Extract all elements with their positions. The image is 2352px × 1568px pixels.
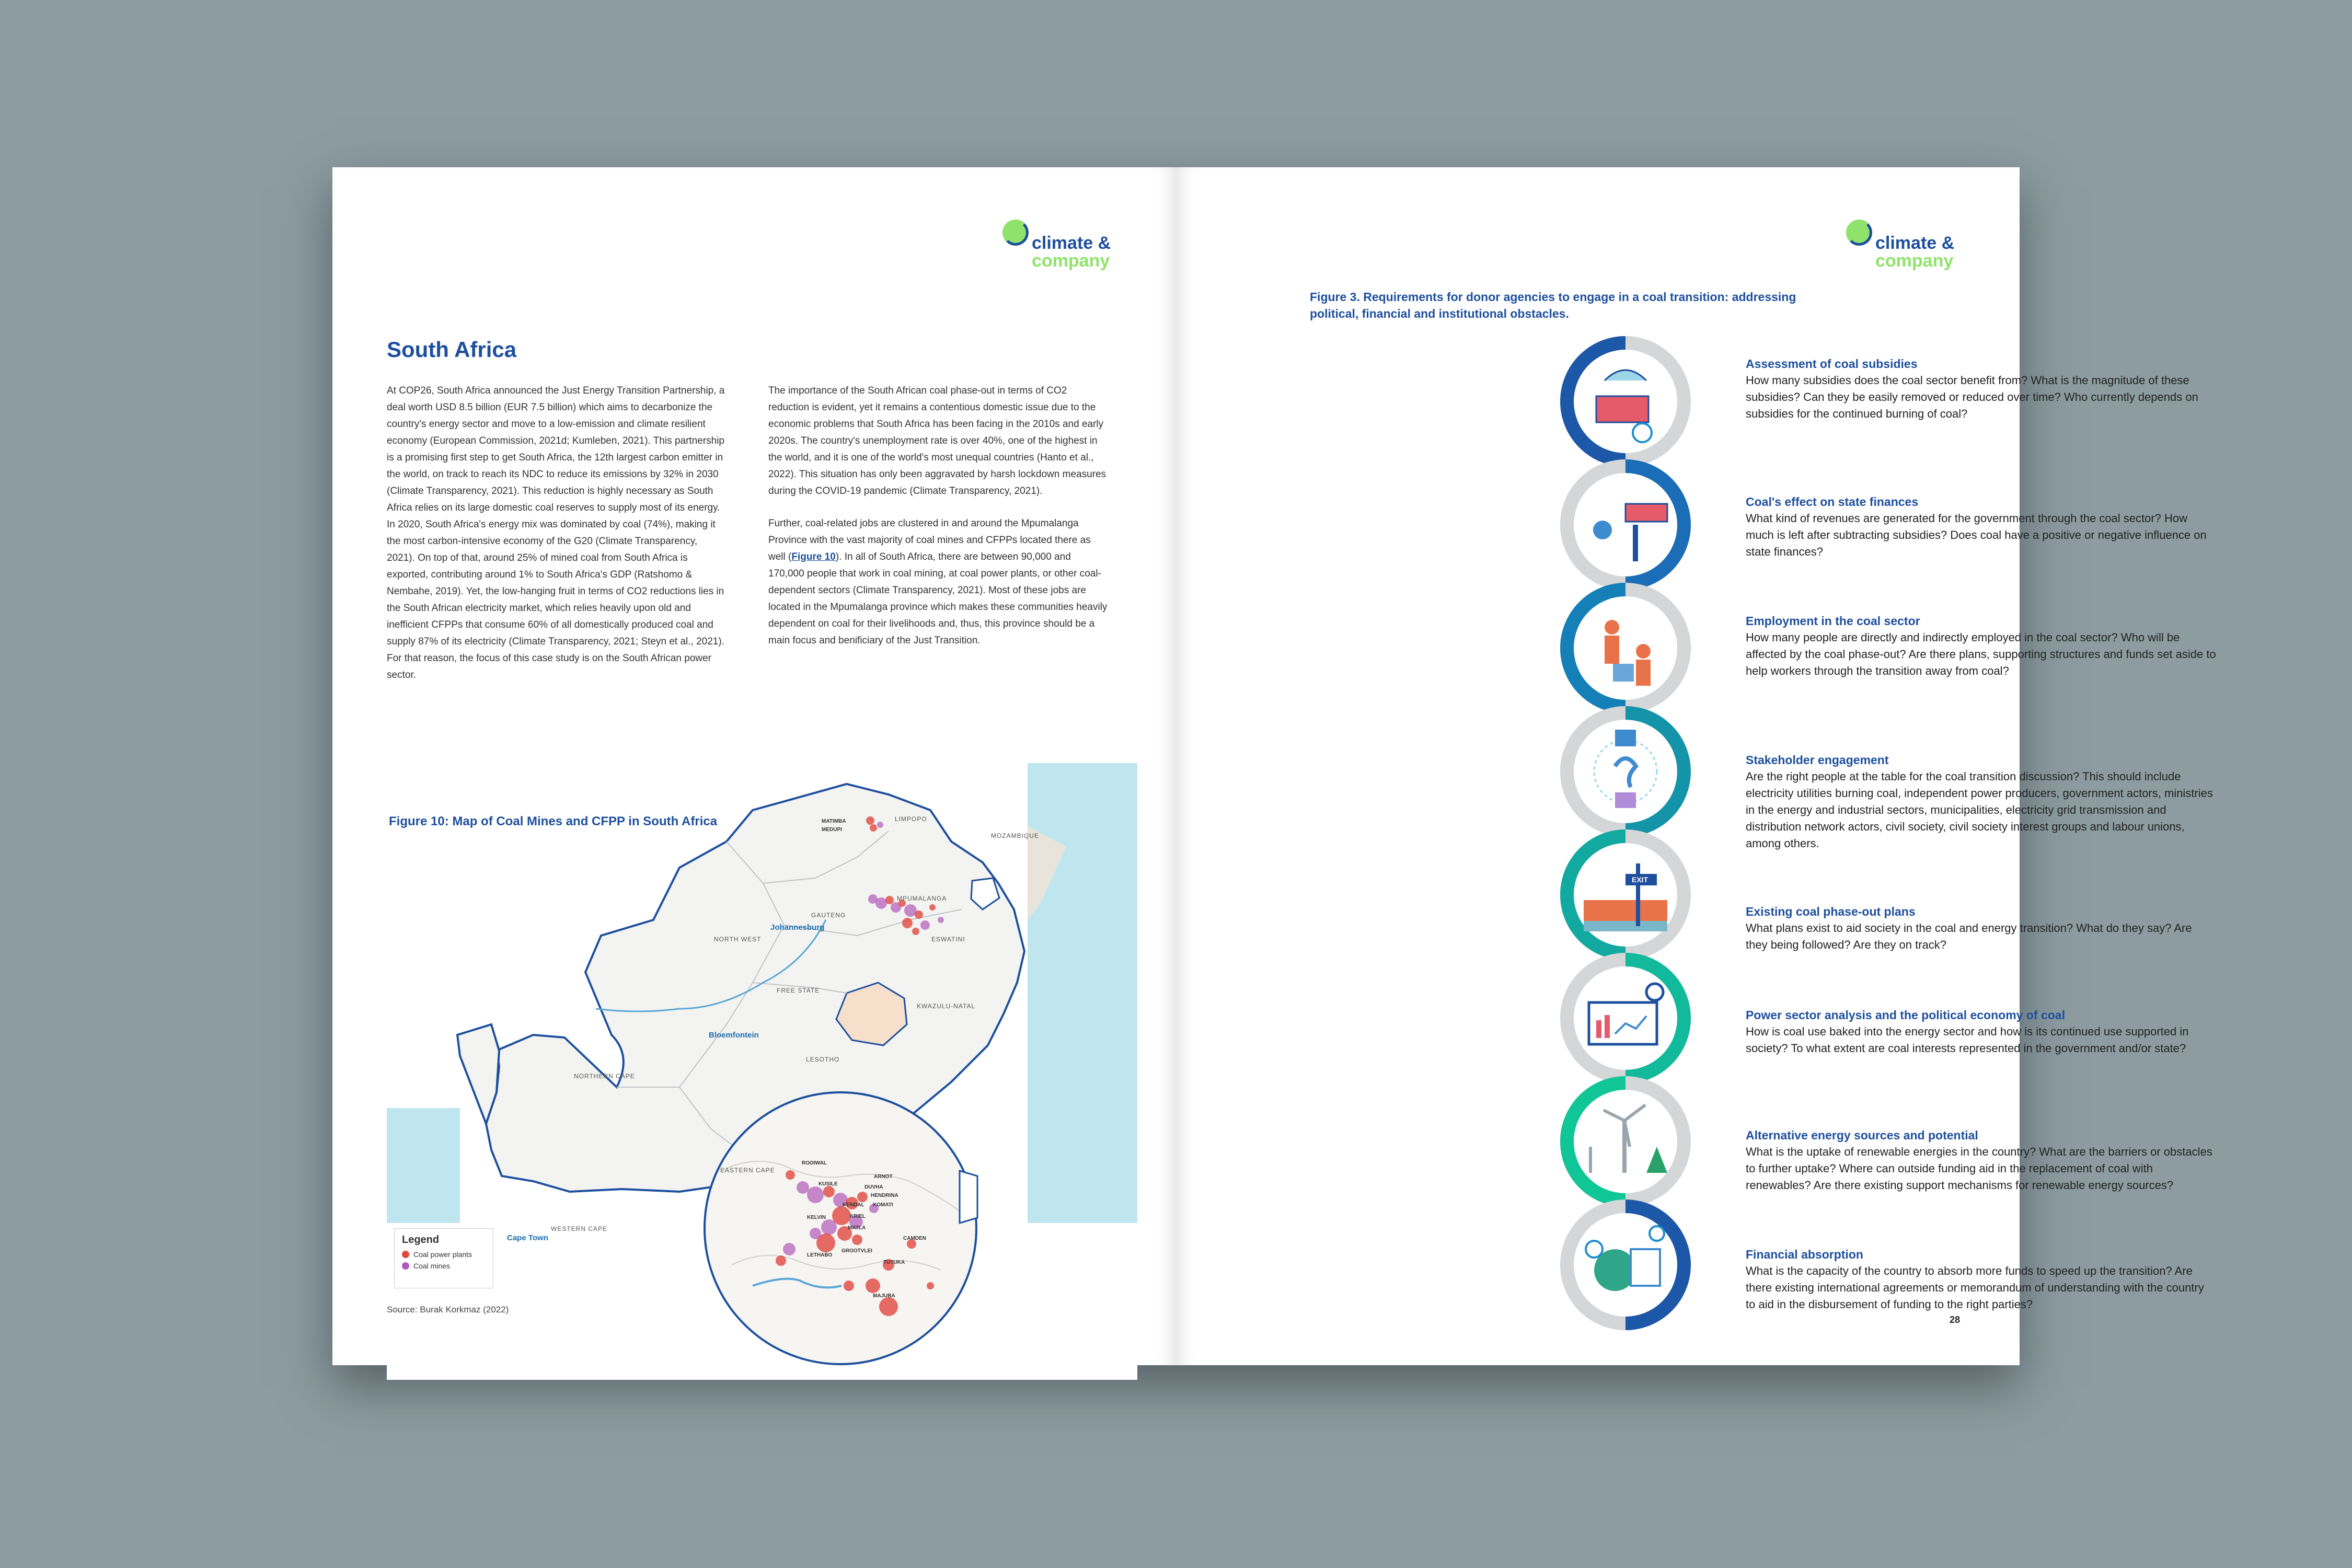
requirement-item	[1746, 355, 2216, 422]
label-bloemfontein: Bloemfontein	[709, 1031, 759, 1040]
label-mozambique: MOZAMBIQUE	[991, 832, 1040, 839]
legend-label: Coal mines	[413, 1262, 451, 1270]
label-lesotho: LESOTHO	[806, 1056, 840, 1063]
requirement-title: Existing coal phase-out plans	[1746, 905, 1916, 918]
label-duvha: DUVHA	[864, 1184, 883, 1190]
requirement-item	[1746, 493, 2216, 560]
label-cape-town: Cape Town	[507, 1233, 548, 1242]
map-source: Source: Burak Korkmaz (2022)	[387, 1305, 509, 1315]
figure-10-link[interactable]: Figure 10	[791, 551, 836, 562]
label-eswatini: ESWATINI	[931, 936, 965, 943]
climate-company-logo	[1846, 220, 1966, 277]
map-legend	[394, 1228, 493, 1288]
ocean-west	[387, 1108, 460, 1223]
power-plant-swatch-icon	[402, 1251, 409, 1258]
paragraph-part: ). In all of South Africa, there are between 90,000 and 170,000 people that work in coal mining, at coal power plants, or other coal-dependent sectors (Climate Transparency, 2021). Most of these jobs are located in the Mpumalanga province which makes these communities heavily dependent on coal for their livelihoods and, thus, this province should be a main focus and benificiary of the Just Transition.	[768, 551, 1108, 646]
label-komati: KOMATI	[873, 1202, 893, 1208]
requirement-title: Coal's effect on state finances	[1746, 495, 1919, 509]
requirement-title: Assessment of coal subsidies	[1746, 357, 1918, 371]
logo-line-2: company	[1875, 251, 1954, 271]
label-free-state: FREE STATE	[777, 987, 820, 994]
illustration-disc	[1577, 600, 1674, 696]
ocean-east	[1028, 763, 1137, 1223]
requirement-text: What is the uptake of renewable energies in the country? What are the barriers or obstacles to further uptake? Where can outside funding aid in the replacement of coal with renewables? Are there existing support mechanisms for renewable energy sources?	[1746, 1145, 2212, 1192]
left-page	[332, 167, 1176, 1365]
label-johannesburg: Johannesburg	[770, 923, 825, 932]
requirement-title: Financial absorption	[1746, 1248, 1863, 1261]
label-matimba: MATIMBA	[822, 818, 846, 824]
logo-circle-icon	[1002, 220, 1029, 246]
logo-line-2: company	[1032, 251, 1110, 271]
climate-company-logo	[1002, 220, 1123, 277]
requirement-item	[1746, 903, 2216, 953]
paragraph: At COP26, South Africa announced the Just Energy Transition Partnership, a deal worth USD 8.5 billion (EUR 7.5 billion) which aims to decarbonize the country's energy sector and move to a low-emission and climate resilient economy (European Commission, 2021d; Kumleben, 2021). This partnership is a promising first step to get South Africa, the 12th largest carbon emitter in the world, on track to reach its NDC to reduce its emissions by 32% in 2030 (Climate Transparency, 2021). This reduction is highly necessary as South Africa relies on its large domestic coal reserves to supply most of its energy. In 2020, South Africa's energy mix was dominated by coal (74%), making it the most carbon-intensive economy of the G20 (Climate Transparency, 2021). On top of that, around 25% of mined coal from South Africa is exported, contributing around 1% to South Africa's GDP (Ratshomo & Nembahe, 2019). Yet, the low-hanging fruit in terms of CO2 reductions lies in the South African electricity market, which relies heavily upon old and inefficient CFPPs that consume 60% of all domestically produced coal and supply 87% of its electricity (Climate Transparency, 2021; Steyn et al., 2021). For that reason, the focus of this case study is on the South African power sector.	[387, 385, 725, 681]
label-north-west: NORTH WEST	[714, 936, 762, 943]
label-kusile: KUSILE	[818, 1181, 838, 1187]
requirement-text: How many subsidies does the coal sector benefit from? What is the magnitude of these subsidies? Can they be easily removed or reduced over time? Who currently depends on subsidies for the continued burning of coal?	[1746, 374, 2198, 420]
label-northern-cape: NORTHERN CAPE	[574, 1073, 635, 1080]
legend-title: Legend	[402, 1234, 440, 1246]
coal-mine-swatch-icon	[402, 1262, 409, 1270]
inset-eswatini	[960, 1171, 977, 1223]
label-gauteng: GAUTENG	[811, 912, 846, 919]
requirement-title: Employment in the coal sector	[1746, 614, 1920, 628]
label-kendal: KENDAL	[843, 1202, 864, 1208]
label-kwazulu-natal: KWAZULU-NATAL	[917, 1002, 976, 1010]
label-hendrina: HENDRINA	[871, 1193, 898, 1198]
requirement-text: What plans exist to aid society in the coal and energy transition? What do they say? Are they being followed? Are they on track?	[1746, 921, 2192, 951]
requirement-text: What is the capacity of the country to absorb more funds to speed up the transition? Are there existing international agreements or memorandum of understanding with the country to aid in the disbursement of funding to the right parties?	[1746, 1264, 2204, 1311]
label-kelvin: KELVIN	[807, 1215, 826, 1220]
paragraph-part: Further, coal-related jobs are clustered in and around the Mpumalanga Province with the vast majority of coal mines and CFPPs located there as well (	[768, 518, 1091, 562]
section-title: South Africa	[387, 337, 517, 362]
south-africa-map	[387, 763, 1137, 1380]
label-rooiwal: ROOIWAL	[802, 1160, 827, 1166]
label-majuba: MAJUBA	[873, 1293, 895, 1299]
label-matla: MATLA	[848, 1225, 866, 1231]
requirement-title: Power sector analysis and the political economy of coal	[1746, 1008, 2065, 1022]
svg-text:EXIT: EXIT	[1632, 875, 1648, 884]
label-grootvlei: GROOTVLEI	[841, 1248, 872, 1254]
book-spread	[332, 167, 2216, 1365]
requirement-text: How is coal use baked into the energy sector and how is its continued use supported in society? To what extent are coal interests represented in the government and/or state?	[1746, 1025, 2189, 1055]
figure-10-title: Figure 10: Map of Coal Mines and CFPP in South Africa	[389, 814, 718, 828]
logo-circle-icon	[1846, 220, 1872, 246]
requirement-item	[1746, 1007, 2216, 1057]
label-mpumalanga: MPUMALANGA	[897, 895, 947, 902]
paragraph	[768, 515, 1108, 649]
requirement-title: Alternative energy sources and potential	[1746, 1128, 1978, 1142]
logo-line-1: climate &	[1875, 233, 1955, 253]
label-medupi: MEDUPI	[822, 827, 842, 833]
label-western-cape: WESTERN CAPE	[551, 1225, 608, 1232]
page-number: 28	[1950, 1315, 1961, 1325]
legend-label: Coal power plants	[413, 1250, 472, 1259]
label-camden: CAMDEN	[903, 1236, 926, 1241]
requirement-title: Stakeholder engagement	[1746, 753, 1889, 767]
label-kriel: KRIEL	[850, 1214, 866, 1219]
figure-3-title: Figure 3. Requirements for donor agencies to engage in a coal transition: addressing political, financial and institutional obstacles.	[1310, 290, 1796, 320]
legend-row	[402, 1250, 486, 1259]
legend-row	[402, 1262, 486, 1270]
label-lethabo: LETHABO	[807, 1252, 833, 1258]
label-tutuka: TUTUKA	[883, 1260, 905, 1265]
text-column-2	[768, 383, 1108, 665]
requirement-item	[1746, 752, 2216, 852]
requirement-text: What kind of revenues are generated for the government through the coal sector? How much is left after subtracting subsidies? Does coal have a positive or negative influence on state finances?	[1746, 512, 2207, 558]
requirements-chain	[1531, 340, 1720, 1375]
text-column-1	[387, 383, 727, 699]
requirement-text: Are the right people at the table for the coal transition discussion? This should include electricity utilities burning coal, independent power producers, government actors, ministries in the energy and industrial sectors, municipalities, electricity grid transmission and distribution network actors, civil society, civil society interest groups and labour unions, among others.	[1746, 770, 2213, 850]
requirement-item	[1746, 1127, 2216, 1194]
label-limpopo: LIMPOPO	[895, 815, 927, 823]
right-page	[1176, 167, 2216, 1365]
requirement-text: How many people are directly and indirectly employed in the coal sector? Who will be affected by the coal phase-out? Are there plans, supporting structures and funds set aside to help workers through the transition away from coal?	[1746, 631, 2216, 677]
label-eastern-cape: EASTERN CAPE	[720, 1167, 775, 1174]
logo-line-1: climate &	[1032, 233, 1111, 253]
requirement-item	[1746, 613, 2216, 679]
paragraph: The importance of the South African coal phase-out in terms of CO2 reduction is evident, yet it remains a contentious domestic issue due to the economic problems that South Africa has been facing in the 2010s and early 2020s. The country's unemployment rate is over 40%, one of the highest in the world, and it is one of the world's most unequal countries (Hanto et al., 2022). This situation has only been aggravated by harsh lockdown measures during the COVID-19 pandemic (Climate Transparency, 2021).	[768, 385, 1106, 497]
label-arnot: ARNOT	[874, 1174, 893, 1180]
illustration-disc	[1577, 477, 1674, 573]
requirement-item	[1746, 1246, 2216, 1313]
